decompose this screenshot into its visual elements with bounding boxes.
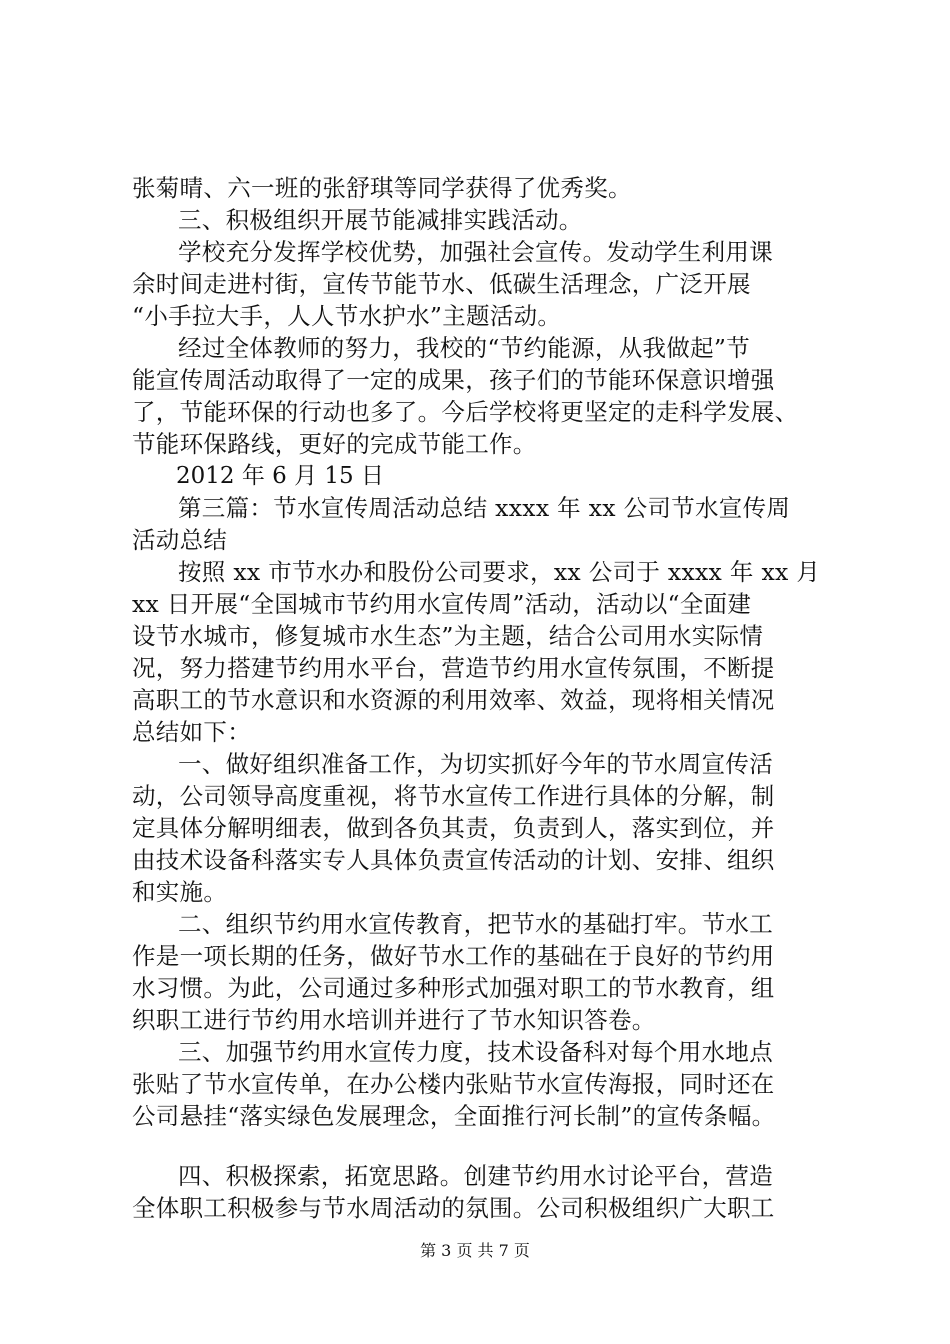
text-line: 动，公司领导高度重视，将节水宣传工作进行具体的分解，制 <box>132 782 775 810</box>
page-number-footer: 第 3 页 共 7 页 <box>420 1241 530 1260</box>
text-line: 设节水城市，修复城市水生态”为主题，结合公司用水实际情 <box>132 622 764 650</box>
text-line: 了，节能环保的行动也多了。今后学校将更坚定的走科学发展、 <box>132 398 799 426</box>
text-line: 四、积极探索，拓宽思路。创建节约用水讨论平台，营造 <box>178 1162 773 1190</box>
text-line: 张菊晴、六一班的张舒琪等同学获得了优秀奖。 <box>132 174 632 202</box>
text-line: 高职工的节水意识和水资源的利用效率、效益，现将相关情况 <box>132 686 775 714</box>
paragraph-gap <box>132 1132 832 1160</box>
text-line: 三、加强节约用水宣传力度，技术设备科对每个用水地点 <box>178 1038 773 1066</box>
section-heading: 三、积极组织开展节能减排实践活动。 <box>178 206 583 234</box>
text-line: xx 日开展“全国城市节约用水宣传周”活动，活动以“全面建 <box>132 590 752 618</box>
text-line: 水习惯。为此，公司通过多种形式加强对职工的节水教育，组 <box>132 974 775 1002</box>
text-line: 织职工进行节约用水培训并进行了节水知识答卷。 <box>132 1006 656 1034</box>
text-line: 余时间走进村街，宣传节能节水、低碳生活理念，广泛开展 <box>132 270 751 298</box>
text-line: 总结如下： <box>132 718 251 746</box>
text-line: 和实施。 <box>132 878 228 906</box>
text-line: 况，努力搭建节约用水平台，营造节约用水宣传氛围，不断提 <box>132 654 775 682</box>
text-line: 学校充分发挥学校优势，加强社会宣传。发动学生利用课 <box>178 238 773 266</box>
text-line: 二、组织节约用水宣传教育，把节水的基础打牢。节水工 <box>178 910 773 938</box>
text-line: 按照 xx 市节水办和股份公司要求，xx 公司于 xxxx 年 xx 月 <box>178 558 821 586</box>
article-title: 第三篇：节水宣传周活动总结 xxxx 年 xx 公司节水宣传周 <box>178 494 791 522</box>
text-line: 定具体分解明细表，做到各负其责，负责到人，落实到位，并 <box>132 814 775 842</box>
text-line: 由技术设备科落实专人具体负责宣传活动的计划、安排、组织 <box>132 846 775 874</box>
text-line: “小手拉大手，人人节水护水”主题活动。 <box>132 302 562 330</box>
document-body <box>132 172 832 1224</box>
text-line: 经过全体教师的努力，我校的“节约能源，从我做起”节 <box>178 334 751 362</box>
text-line: 能宣传周活动取得了一定的成果，孩子们的节能环保意识增强 <box>132 366 775 394</box>
text-line: 节能环保路线，更好的完成节能工作。 <box>132 430 537 458</box>
text-line: 公司悬挂“落实绿色发展理念，全面推行河长制”的宣传条幅。 <box>132 1102 776 1130</box>
text-line: 作是一项长期的任务，做好节水工作的基础在于良好的节约用 <box>132 942 775 970</box>
text-line: 一、做好组织准备工作，为切实抓好今年的节水周宣传活 <box>178 750 773 778</box>
text-line: 张贴了节水宣传单，在办公楼内张贴节水宣传海报，同时还在 <box>132 1070 775 1098</box>
date-line: 2012 年 6 月 15 日 <box>176 463 384 489</box>
article-title-continued: 活动总结 <box>132 526 228 554</box>
text-line: 全体职工积极参与节水周活动的氛围。公司积极组织广大职工 <box>132 1194 775 1222</box>
